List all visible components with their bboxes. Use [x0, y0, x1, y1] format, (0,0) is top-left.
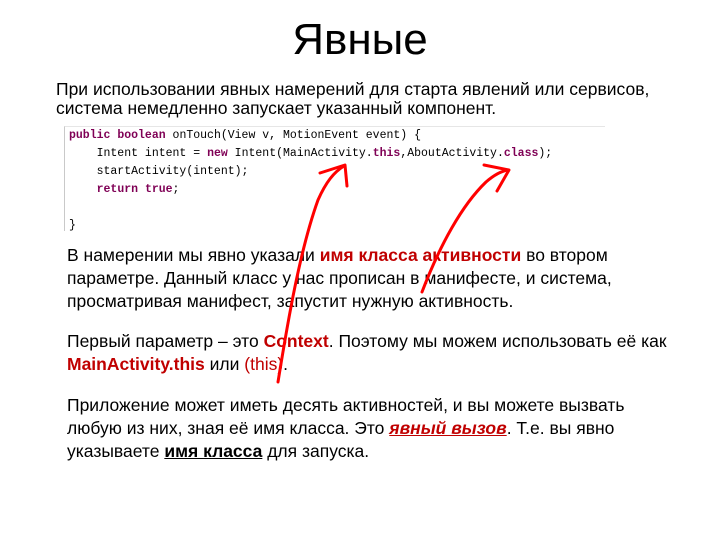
code-variable: intent — [144, 147, 187, 160]
code-snippet — [64, 126, 605, 231]
code-text: Intent(MainActivity. — [227, 147, 373, 160]
highlight-this: (this) — [244, 354, 284, 374]
intro-line-1: При использовании явных намерений для старта явлений или сервисов, — [56, 79, 650, 99]
code-text: ); — [538, 147, 553, 160]
code-keyword: public — [69, 129, 111, 142]
paragraph-explicit-intent — [67, 244, 697, 313]
paragraph-explicit-call — [67, 394, 697, 463]
paragraph-context — [67, 330, 697, 376]
highlight-class-name: имя класса — [164, 441, 263, 461]
code-line-3: startActivity(intent); — [69, 165, 249, 178]
highlight-activity-class-name: имя класса активности — [319, 245, 522, 265]
code-line-4 — [69, 181, 179, 199]
highlight-mainactivity-this: MainActivity.this — [67, 354, 205, 374]
code-text: = — [186, 147, 208, 160]
para-line — [67, 440, 697, 463]
para-line — [67, 330, 697, 353]
para-line — [67, 353, 697, 376]
para-text: указываете — [67, 441, 165, 461]
intro-text — [56, 80, 696, 118]
para-text: любую из них, зная её имя класса. Это — [67, 418, 390, 438]
para-line: Приложение может иметь десять активностей, и вы можете вызвать — [67, 395, 625, 415]
code-text — [69, 183, 97, 196]
code-line-6: } — [69, 219, 76, 232]
code-text — [138, 183, 145, 196]
code-keyword: new — [207, 147, 228, 160]
code-keyword: boolean — [117, 129, 166, 142]
code-keyword: this — [372, 147, 401, 160]
para-line — [67, 244, 697, 267]
para-text: Первый параметр – это — [67, 331, 264, 351]
code-line-2 — [69, 145, 552, 163]
para-line: просматривая манифест, запустит нужную активность. — [67, 291, 514, 311]
code-keyword: true — [144, 183, 173, 196]
para-line — [67, 417, 697, 440]
code-text: ,AboutActivity. — [400, 147, 504, 160]
code-keyword: class — [503, 147, 539, 160]
para-text: или — [204, 354, 245, 374]
code-text: Intent — [69, 147, 145, 160]
code-keyword: return — [96, 183, 139, 196]
para-text: . Т.е. вы явно — [506, 418, 615, 438]
highlight-explicit-call: явный вызов — [389, 418, 507, 438]
intro-line-2: система немедленно запускает указанный компонент. — [56, 98, 497, 118]
para-text: для запуска. — [262, 441, 370, 461]
slide-title: Явные — [292, 15, 428, 64]
code-line-1 — [69, 127, 421, 145]
para-text: В намерении мы явно указали — [67, 245, 320, 265]
para-text: . Поэтому мы можем использовать её как — [328, 331, 667, 351]
code-text: ; — [172, 183, 180, 196]
highlight-context: Context — [263, 331, 329, 351]
code-text: onTouch(View v, MotionEvent event) { — [165, 129, 421, 142]
para-text: . — [283, 354, 289, 374]
para-line: параметре. Данный класс у нас прописан в манифесте, и система, — [67, 268, 612, 288]
para-text: во втором — [521, 245, 608, 265]
